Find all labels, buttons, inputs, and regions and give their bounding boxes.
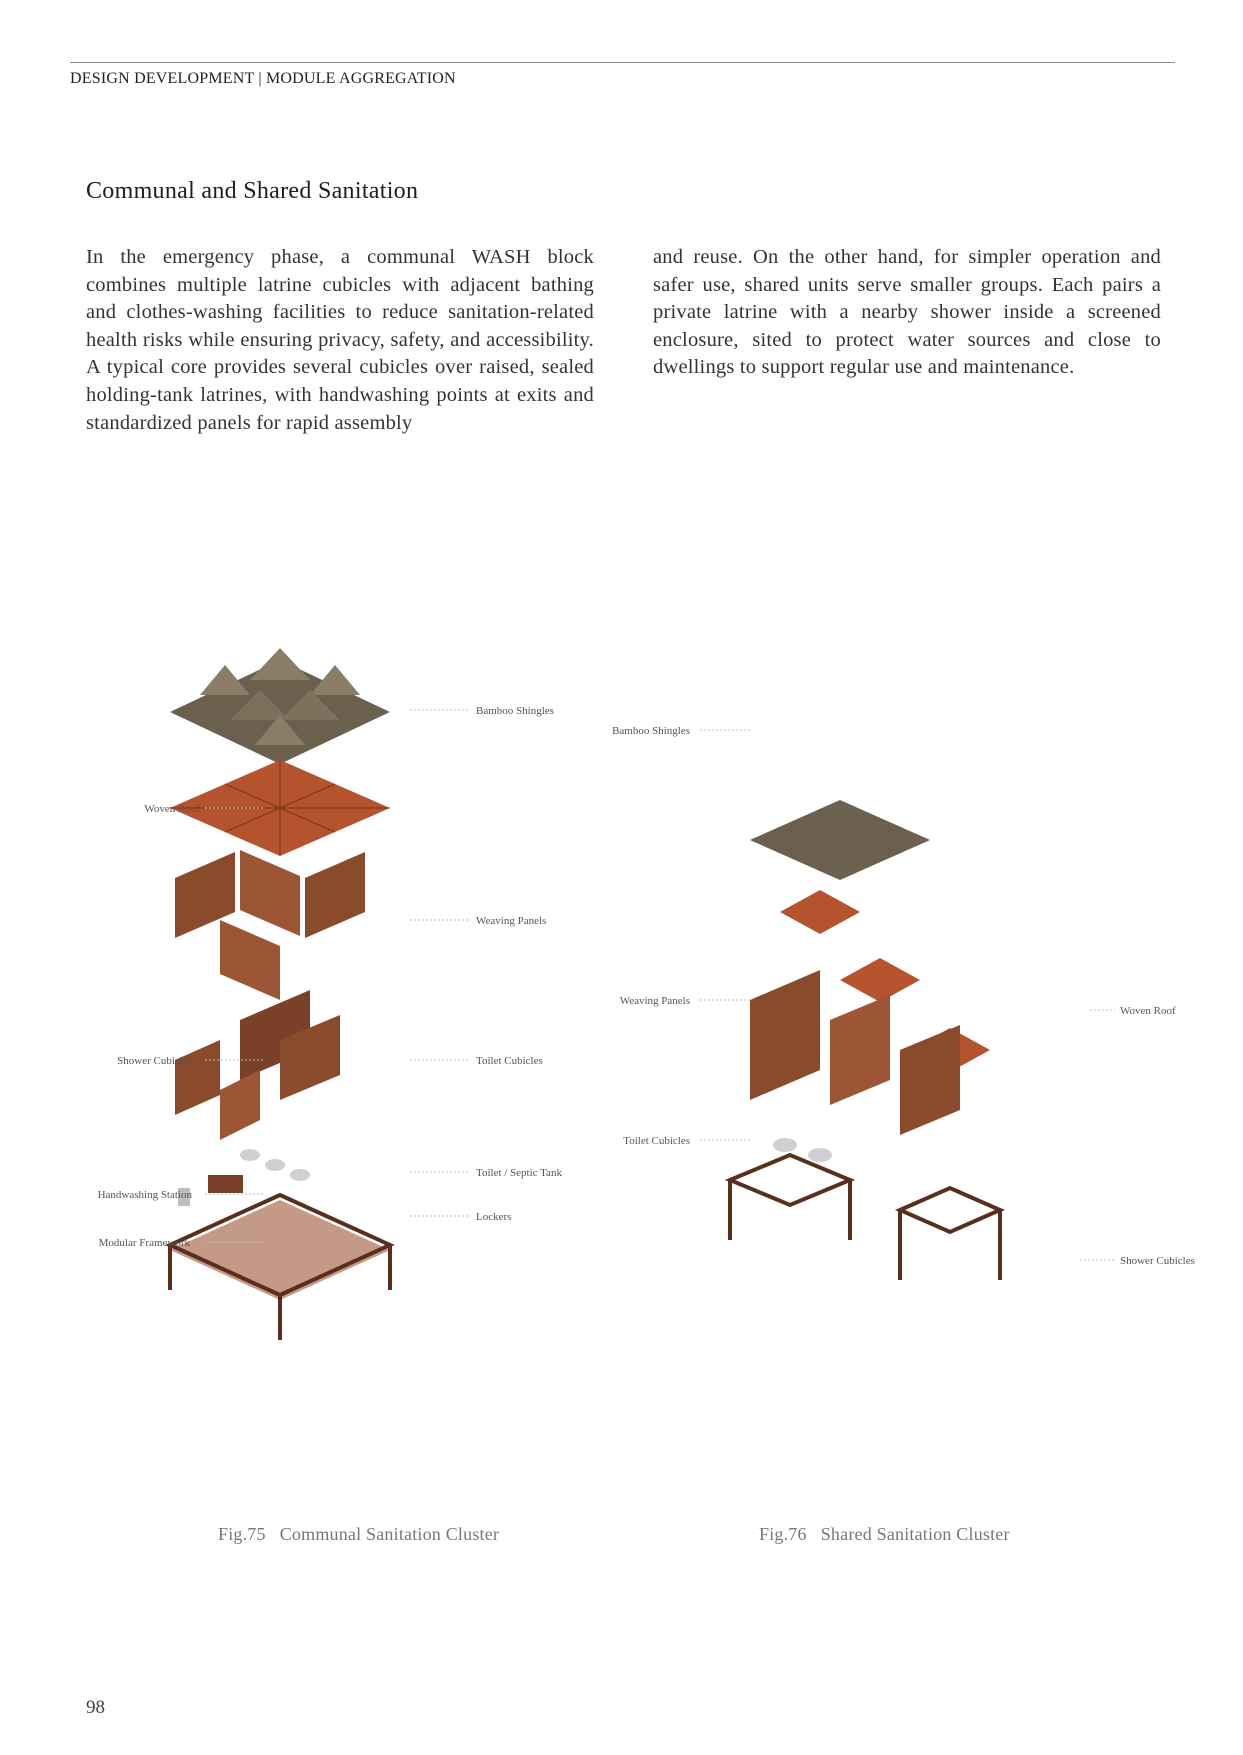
toilet-septic-illustration: [240, 1149, 310, 1181]
figure-76-caption: [759, 1524, 1010, 1545]
header-rule: [70, 62, 1175, 63]
label-lockers: Lockers: [476, 1211, 512, 1223]
label-woven-roof: Woven Roof: [144, 803, 200, 815]
figure-communal-cluster: [80, 640, 640, 1340]
label-shower-cubicles: Shower Cubicles: [117, 1055, 192, 1067]
modular-framework-illustration: [170, 1195, 390, 1340]
figure-shared-cluster: [612, 640, 1220, 1340]
label-weaving-panels: Weaving Panels: [619, 995, 690, 1007]
label-toilet-septic-tank: Toilet / Septic Tank: [476, 1167, 562, 1179]
weaving-panels-illustration: [750, 970, 960, 1135]
bamboo-shingles-illustration: [750, 800, 930, 880]
page-number: 98: [86, 1697, 105, 1718]
section-header: DESIGN DEVELOPMENT | MODULE AGGREGATION: [70, 70, 456, 87]
shower-cubicles-illustration: [730, 1155, 1000, 1280]
label-bamboo-shingles: Bamboo Shingles: [476, 705, 554, 717]
label-modular-framework: Modular Framework: [98, 1237, 190, 1249]
label-handwashing-station: Handwashing Station: [97, 1189, 192, 1201]
figure-75-title: Communal Sanitation Cluster: [279, 1524, 500, 1544]
figure-76-number: Fig.76: [759, 1524, 807, 1544]
label-toilet-cubicles: Toilet Cubicles: [476, 1055, 543, 1067]
figure-75-number: Fig.75: [218, 1524, 266, 1544]
label-bamboo-shingles: Bamboo Shingles: [612, 725, 690, 737]
label-woven-roof: Woven Roof: [1120, 1005, 1176, 1017]
body-text-left: In the emergency phase, a communal WASH block combines multiple latrine cubicles with adjacent bathing and clothes-washing facilities to reduce sanitation-related health risks while ensuring privacy, safety, and accessibility. A typical core provides several cubicles over raised, sealed holding-tank latrines, with handwashing points at exits and standardized panels for rapid assembly: [86, 246, 594, 434]
figure-76-title: Shared Sanitation Cluster: [820, 1524, 1010, 1544]
figure-75-caption: [218, 1524, 499, 1545]
body-text-right: and reuse. On the other hand, for simpler operation and safer use, shared units serve smaller groups. Each pairs a private latrine with a nearby shower inside a screened enclosure, sited to protect water sources and close to dwellings to support regular use and maintenance.: [653, 246, 1161, 379]
woven-roof-illustration: [170, 760, 390, 856]
label-shower-cubicles: Shower Cubicles: [1120, 1255, 1195, 1267]
label-toilet-cubicles: Toilet Cubicles: [623, 1135, 690, 1147]
label-weaving-panels: Weaving Panels: [476, 915, 547, 927]
page-title: Communal and Shared Sanitation: [86, 178, 419, 204]
bamboo-shingles-illustration: [170, 648, 390, 764]
weaving-panels-illustration: [175, 850, 365, 1000]
lockers-illustration: [208, 1175, 243, 1193]
